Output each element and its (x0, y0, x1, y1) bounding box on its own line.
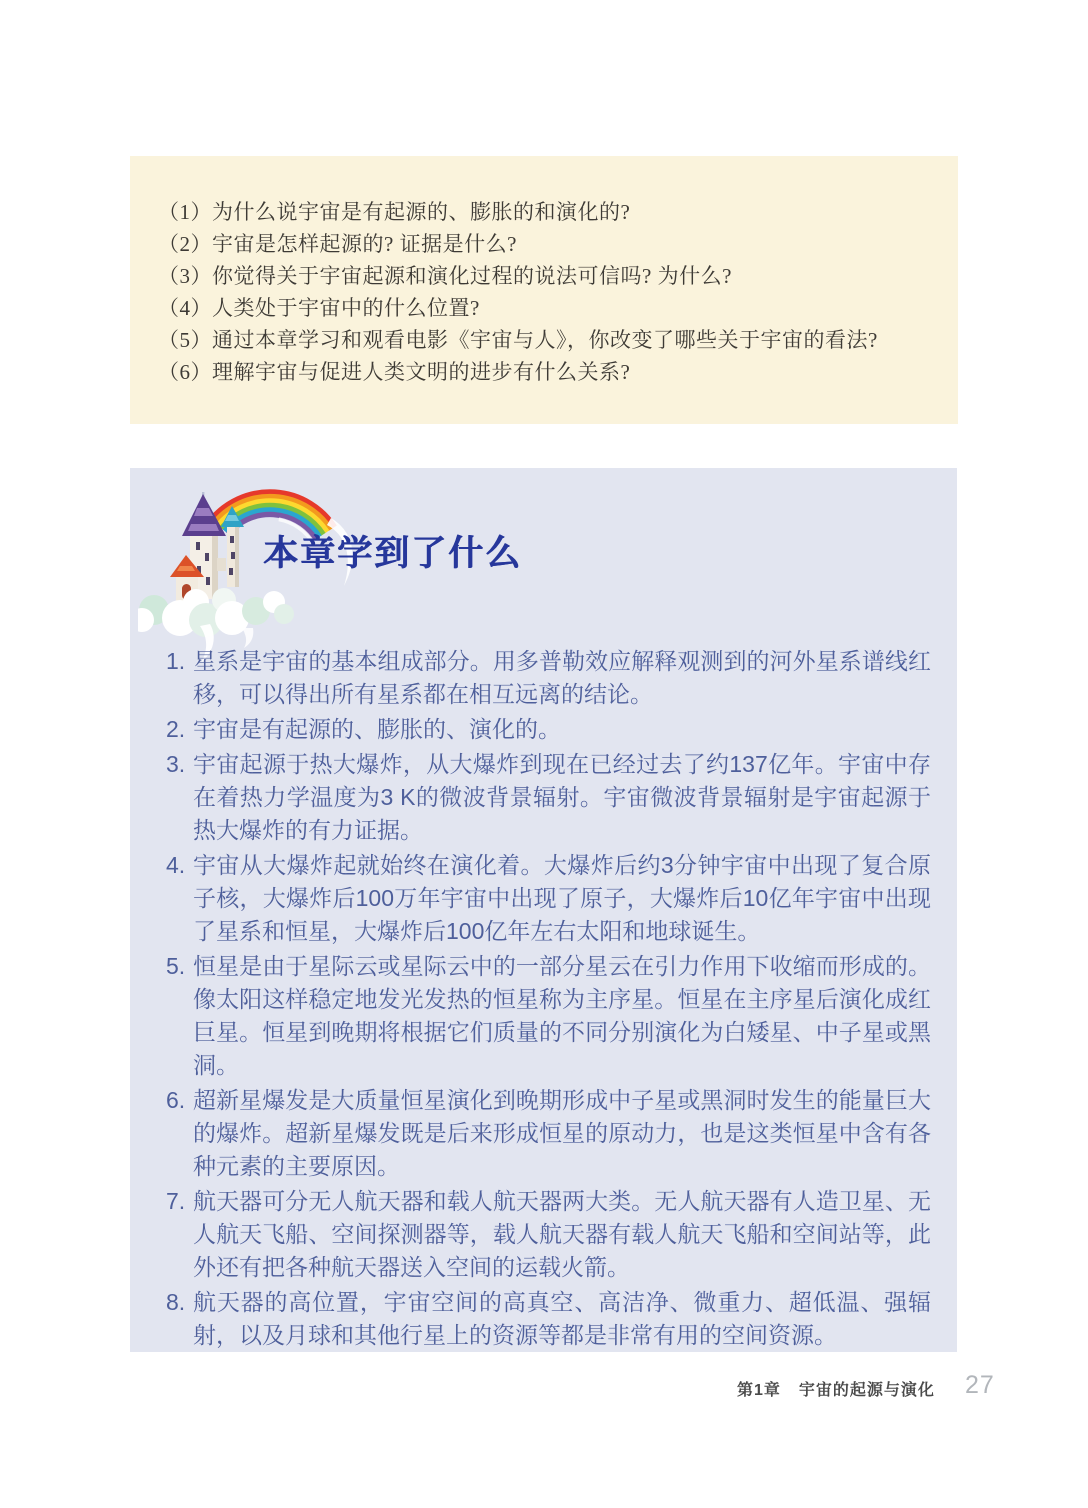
summary-item (166, 1185, 934, 1284)
summary-item (166, 645, 934, 711)
item-number: 8. (166, 1289, 186, 1315)
item-text: 航天器可分无人航天器和载人航天器两大类。无人航天器有人造卫星、无人航天飞船、空间探测器等，载人航天器有载人航天飞船和空间站等，此外还有把各种航天器送入空间的运载火箭。 (193, 1188, 931, 1280)
footer-chapter-label: 第1章 (737, 1382, 781, 1399)
summary-item (166, 950, 934, 1082)
item-number: 7. (166, 1188, 186, 1214)
item-number: 5. (166, 953, 186, 979)
summary-item (166, 1084, 934, 1183)
castle-icon (170, 492, 244, 607)
summary-title: 本章学到了什么 (263, 534, 523, 573)
item-number: 1. (166, 648, 186, 674)
item-number: 2. (166, 716, 186, 742)
footer (737, 1377, 935, 1400)
item-number: 6. (166, 1087, 186, 1113)
item-text: 宇宙起源于热大爆炸，从大爆炸到现在已经过去了约137亿年。宇宙中存在着热力学温度为3 K的微波背景辐射。宇宙微波背景辐射是宇宙起源于热大爆炸的有力证据。 (193, 751, 931, 843)
footer-chapter-title: 宇宙的起源与演化 (798, 1382, 935, 1399)
summary-item (166, 1286, 934, 1352)
question-item: （6）理解宇宙与促进人类文明的进步有什么关系? (158, 360, 631, 384)
question-item: （1）为什么说宇宙是有起源的、膨胀的和演化的? (158, 200, 631, 224)
questions-list (130, 156, 958, 388)
question-item: （2）宇宙是怎样起源的? 证据是什么? (158, 232, 517, 256)
page-number: 27 (965, 1371, 995, 1399)
item-text: 星系是宇宙的基本组成部分。用多普勒效应解释观测到的河外星系谱线红移，可以得出所有星系都在相互远离的结论。 (193, 648, 931, 707)
castle-rainbow-illustration (138, 478, 378, 673)
question-item: （3）你觉得关于宇宙起源和演化过程的说法可信吗? 为什么? (158, 264, 732, 288)
item-text: 超新星爆发是大质量恒星演化到晚期形成中子星或黑洞时发生的能量巨大的爆炸。超新星爆发既是后来形成恒星的原动力，也是这类恒星中含有各种元素的主要原因。 (193, 1087, 931, 1179)
summary-list (166, 645, 934, 1352)
chapter-summary-box (130, 468, 957, 1352)
summary-item (166, 849, 934, 948)
summary-item (166, 748, 934, 847)
questions-box (130, 156, 958, 424)
question-item: （4）人类处于宇宙中的什么位置? (158, 296, 480, 320)
item-text: 航天器的高位置，宇宙空间的高真空、高洁净、微重力、超低温、强辐射，以及月球和其他行星上的资源等都是非常有用的空间资源。 (193, 1289, 931, 1348)
item-text: 宇宙是有起源的、膨胀的、演化的。 (193, 716, 561, 742)
question-item: （5）通过本章学习和观看电影《宇宙与人》，你改变了哪些关于宇宙的看法? (158, 328, 878, 352)
item-number: 3. (166, 751, 186, 777)
item-text: 恒星是由于星际云或星际云中的一部分星云在引力作用下收缩而形成的。像太阳这样稳定地发光发热的恒星称为主序星。恒星在主序星后演化成红巨星。恒星到晚期将根据它们质量的不同分别演化为白矮星、中子星或黑洞。 (193, 953, 931, 1078)
item-text: 宇宙从大爆炸起就始终在演化着。大爆炸后约3分钟宇宙中出现了复合原子核，大爆炸后100万年宇宙中出现了原子，大爆炸后10亿年宇宙中出现了星系和恒星，大爆炸后100亿年左右太阳和地球诞生。 (193, 852, 931, 944)
summary-item (166, 713, 934, 746)
item-number: 4. (166, 852, 186, 878)
